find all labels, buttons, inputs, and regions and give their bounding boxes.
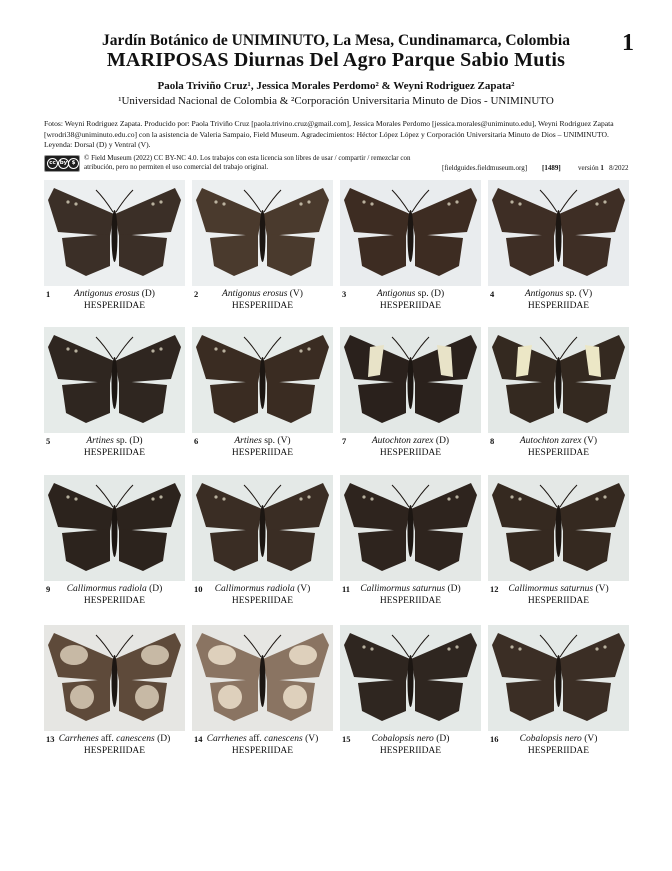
wing-pattern: [289, 645, 317, 665]
wing-pattern: [135, 685, 159, 709]
species-name: [340, 733, 481, 745]
species-name: [488, 435, 629, 447]
nc-icon: $: [68, 158, 79, 169]
butterfly-image: [488, 327, 629, 433]
specimen-number: 3: [342, 289, 347, 299]
specimen-number: 10: [194, 584, 203, 594]
butterfly-image: [340, 475, 481, 581]
specimen-caption: [44, 288, 185, 312]
wing-pattern: [70, 685, 94, 709]
view-label: (V): [289, 289, 303, 299]
butterfly-image: [44, 180, 185, 286]
butterfly-body: [556, 505, 562, 557]
specimen-photo: [340, 475, 481, 581]
species-suffix: sp.: [261, 436, 276, 446]
species-family: HESPERIIDAE: [231, 448, 294, 458]
species-genus: Callimormus saturnus: [360, 584, 446, 594]
butterfly-body: [260, 505, 266, 557]
species-family: HESPERIIDAE: [527, 301, 590, 311]
species-family: HESPERIIDAE: [83, 301, 146, 311]
butterfly-image: [44, 625, 185, 731]
butterfly-image: [192, 625, 333, 731]
species-name: [488, 288, 629, 300]
specimen-photo: [488, 475, 629, 581]
species-genus: Autochton zarex: [371, 436, 434, 446]
view-label: (D): [436, 734, 450, 744]
specimen-number: 5: [46, 436, 51, 446]
species-family: HESPERIIDAE: [527, 746, 590, 756]
specimen-caption: [488, 583, 629, 607]
butterfly-body: [556, 210, 562, 262]
cc-by-nc-badge-icon: [44, 155, 80, 172]
affiliations-line: ¹Universidad Nacional de Colombia & ²Corporación Universitaria Minuto de Dios - UNIMINUTO: [118, 95, 554, 107]
specimen-caption: [44, 733, 185, 757]
specimen-photo: [44, 327, 185, 433]
specimen-caption: [340, 733, 481, 757]
species-family: HESPERIIDAE: [527, 596, 590, 606]
species-genus: Callimormus radiola: [66, 584, 147, 594]
view-label: (V): [277, 436, 291, 446]
butterfly-body: [408, 210, 414, 262]
specimen-photo: [192, 180, 333, 286]
species-affix: aff.: [246, 734, 265, 744]
wing-pattern: [218, 685, 242, 709]
guide-url[interactable]: [fieldguides.fieldmuseum.org]: [442, 164, 528, 172]
butterfly-image: [488, 180, 629, 286]
wing-pattern: [141, 645, 169, 665]
specimen-photo: [488, 327, 629, 433]
species-suffix: sp.: [415, 289, 429, 299]
species-name: [44, 435, 185, 447]
guide-version: [578, 164, 629, 173]
view-label: (D): [430, 289, 445, 299]
species-genus: Callimormus radiola: [214, 584, 295, 594]
specimen-number: 16: [490, 734, 499, 744]
specimen-caption: [192, 288, 333, 312]
butterfly-body: [408, 357, 414, 409]
species-epithet: canescens: [264, 734, 303, 744]
species-suffix: sp.: [563, 289, 577, 299]
butterfly-body: [408, 505, 414, 557]
specimen-number: 1: [46, 289, 51, 299]
specimen-photo: [44, 180, 185, 286]
butterfly-body: [112, 655, 118, 707]
version-label: versión: [578, 164, 599, 172]
species-genus: Artines: [86, 436, 114, 446]
guide-date: 8/2022: [609, 164, 629, 172]
license-text: © Field Museum (2022) CC BY-NC 4.0. Los trabajos con esta licencia son libres de usar / compartir / remezclar con atribución, pero no permiten el uso comercial del trabajo original.: [84, 154, 411, 171]
specimen-number: 7: [342, 436, 347, 446]
species-family: HESPERIIDAE: [83, 596, 146, 606]
species-name: [192, 733, 333, 745]
specimen-photo: [340, 180, 481, 286]
butterfly-body: [408, 655, 414, 707]
specimen-caption: [44, 583, 185, 607]
authors-line: Paola Triviño Cruz¹, Jessica Morales Perdomo² & Weyni Rodriguez Zapata²: [157, 80, 515, 92]
species-name: [340, 583, 481, 595]
specimen-photo: [340, 625, 481, 731]
butterfly-image: [340, 327, 481, 433]
species-genus: Carrhenes: [206, 734, 247, 744]
specimen-photo: [192, 327, 333, 433]
view-label: (V): [297, 584, 311, 594]
version-number: 1: [600, 164, 604, 172]
cc-icon: cc: [47, 158, 58, 169]
species-name: [192, 583, 333, 595]
specimen-photo: [488, 625, 629, 731]
species-genus: Antigonus erosus: [74, 289, 140, 299]
species-family: HESPERIIDAE: [231, 746, 294, 756]
butterfly-body: [260, 210, 266, 262]
butterfly-body: [112, 210, 118, 262]
species-name: [340, 435, 481, 447]
specimen-photo: [44, 625, 185, 731]
view-label: (D): [435, 436, 450, 446]
butterfly-image: [192, 475, 333, 581]
specimen-caption: [192, 583, 333, 607]
butterfly-image: [44, 475, 185, 581]
view-label: (D): [447, 584, 461, 594]
specimen-photo: [44, 475, 185, 581]
wing-pattern: [60, 645, 88, 665]
page-number: 1: [622, 30, 634, 56]
specimen-photo: [192, 625, 333, 731]
species-family: HESPERIIDAE: [379, 746, 442, 756]
species-name: [44, 733, 185, 745]
wing-pattern: [283, 685, 307, 709]
view-label: (D): [149, 584, 163, 594]
species-epithet: canescens: [116, 734, 155, 744]
specimen-number: 8: [490, 436, 495, 446]
species-name: [44, 288, 185, 300]
species-family: HESPERIIDAE: [379, 596, 442, 606]
species-name: [488, 733, 629, 745]
butterfly-image: [44, 327, 185, 433]
species-family: HESPERIIDAE: [231, 596, 294, 606]
specimen-caption: [488, 733, 629, 757]
butterfly-image: [340, 625, 481, 731]
specimen-number: 9: [46, 584, 51, 594]
specimen-caption: [340, 288, 481, 312]
species-name: [192, 435, 333, 447]
specimen-photo: [340, 327, 481, 433]
butterfly-body: [260, 357, 266, 409]
guide-main-title: MARIPOSAS Diurnas Del Agro Parque Sabio Mutis: [106, 49, 566, 71]
specimen-caption: [44, 435, 185, 459]
butterfly-image: [340, 180, 481, 286]
butterfly-image: [488, 625, 629, 731]
specimen-number: 6: [194, 436, 199, 446]
species-suffix: sp.: [113, 436, 128, 446]
species-affix: aff.: [98, 734, 117, 744]
specimen-photo: [192, 475, 333, 581]
specimen-caption: [192, 435, 333, 459]
specimen-number: 15: [342, 734, 351, 744]
guide-location-title: Jardín Botánico de UNIMINUTO, La Mesa, Cundinamarca, Colombia: [102, 32, 570, 49]
specimen-number: 11: [342, 584, 351, 594]
species-name: [488, 583, 629, 595]
butterfly-body: [260, 655, 266, 707]
wing-pattern: [208, 645, 236, 665]
by-icon: by: [58, 158, 69, 169]
specimen-number: 2: [194, 289, 199, 299]
butterfly-image: [192, 180, 333, 286]
guide-code: [1489]: [542, 164, 561, 172]
specimen-number: 14: [194, 734, 203, 744]
species-genus: Cobalopsis nero: [371, 734, 434, 744]
species-family: HESPERIIDAE: [379, 448, 442, 458]
view-label: (V): [305, 734, 319, 744]
butterfly-body: [112, 357, 118, 409]
species-genus: Carrhenes: [58, 734, 99, 744]
species-family: HESPERIIDAE: [231, 301, 294, 311]
guide-header: [0, 32, 672, 107]
species-genus: Cobalopsis nero: [519, 734, 582, 744]
specimen-number: 4: [490, 289, 495, 299]
specimen-caption: [340, 583, 481, 607]
credits-paragraph: Fotos: Weyni Rodriguez Zapata. Producido por: Paola Triviño Cruz [paola.trivino.cruz@gmail.com], Jessica Morales Perdomo [jessica.morales@uniminuto.edu], Weyni Rodriguez Zapata [wrodri38@uniminuto.edu.co] con la asistencia de Valeria Sampaio, Field Museum. Agradecimientos: Héctor López López y Corporación Universitaria Minuto de Dios – UNIMINUTO. Leyenda: Dorsal (D) y Ventral (V).: [44, 119, 614, 149]
view-label: (V): [583, 436, 598, 446]
species-name: [340, 288, 481, 300]
butterfly-image: [192, 327, 333, 433]
view-label: (V): [578, 289, 593, 299]
species-family: HESPERIIDAE: [527, 448, 590, 458]
species-family: HESPERIIDAE: [379, 301, 442, 311]
view-label: (D): [157, 734, 171, 744]
species-genus: Artines: [234, 436, 262, 446]
specimen-caption: [340, 435, 481, 459]
specimen-caption: [192, 733, 333, 757]
species-genus: Antigonus erosus: [222, 289, 288, 299]
species-genus: Callimormus saturnus: [508, 584, 594, 594]
species-genus: Autochton zarex: [519, 436, 582, 446]
specimen-caption: [488, 288, 629, 312]
species-family: HESPERIIDAE: [83, 746, 146, 756]
species-genus: Antigonus: [376, 289, 416, 299]
butterfly-body: [556, 655, 562, 707]
view-label: (V): [584, 734, 598, 744]
species-name: [44, 583, 185, 595]
species-genus: Antigonus: [524, 289, 564, 299]
species-name: [192, 288, 333, 300]
view-label: (D): [141, 289, 155, 299]
view-label: (D): [129, 436, 143, 446]
butterfly-body: [112, 505, 118, 557]
view-label: (V): [595, 584, 609, 594]
species-family: HESPERIIDAE: [83, 448, 146, 458]
specimen-caption: [488, 435, 629, 459]
specimen-number: 12: [490, 584, 499, 594]
specimen-photo: [488, 180, 629, 286]
butterfly-image: [488, 475, 629, 581]
specimen-number: 13: [46, 734, 55, 744]
butterfly-body: [556, 357, 562, 409]
license-row: [44, 154, 636, 176]
